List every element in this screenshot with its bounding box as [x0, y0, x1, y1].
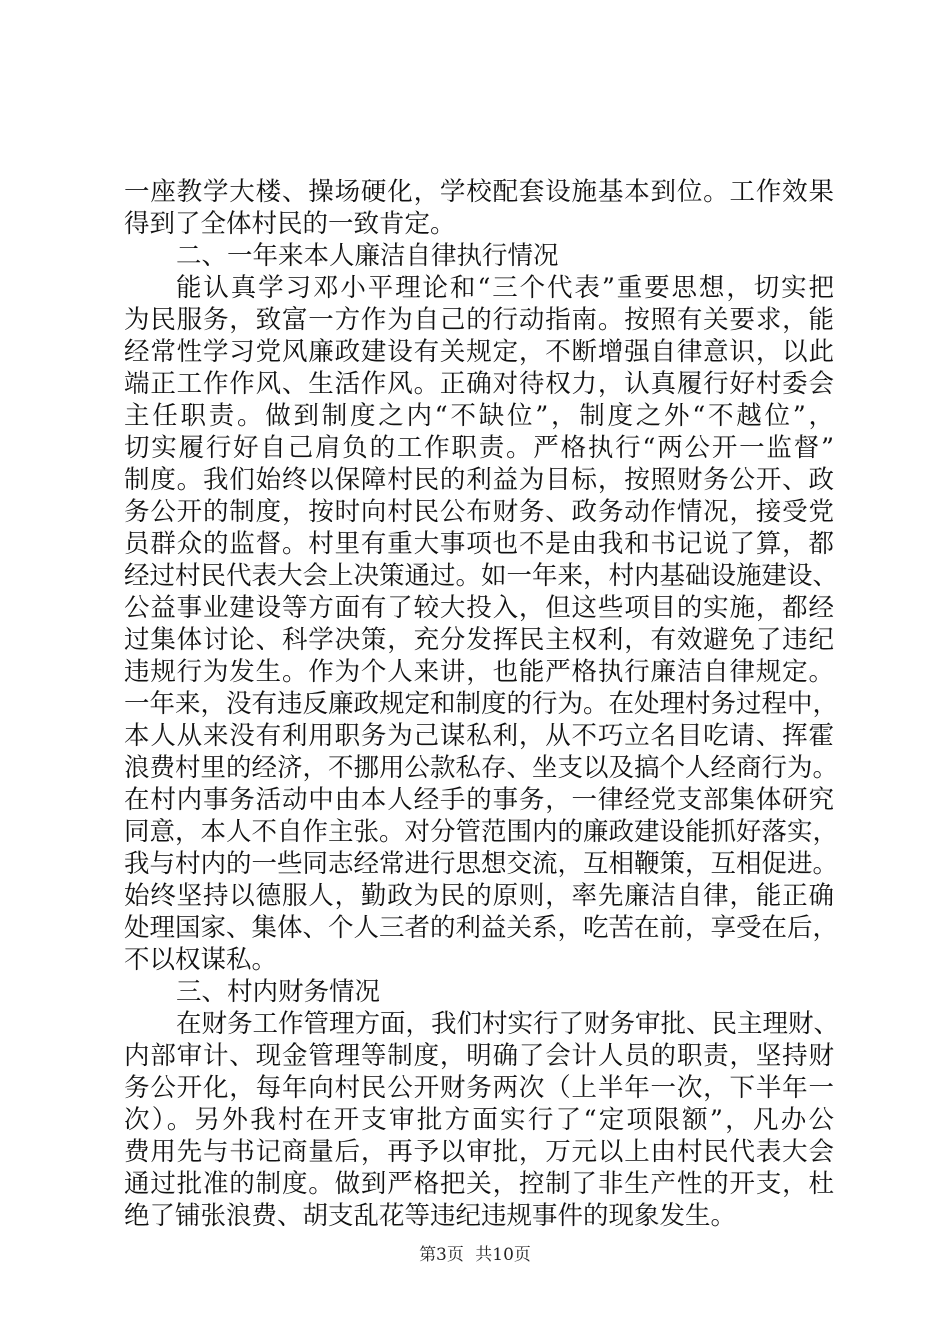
text-line: 本人从来没有利用职务为己谋私利，从不巧立名目吃请、挥霍 [124, 721, 834, 751]
text-line: 一座教学大楼、操场硬化，学校配套设施基本到位。工作效果 [124, 177, 834, 207]
text-line: 违规行为发生。作为个人来讲，也能严格执行廉洁自律规定。 [124, 657, 834, 687]
text-line: 员群众的监督。村里有重大事项也不是由我和书记说了算，都 [124, 529, 834, 559]
paragraph-first-line: 能认真学习邓小平理论和“三个代表”重要思想，切实把 [176, 273, 834, 303]
text-line: 内部审计、现金管理等制度，明确了会计人员的职责，坚持财 [124, 1041, 834, 1071]
text-line: 一年来，没有违反廉政规定和制度的行为。在处理村务过程中， [124, 689, 839, 719]
page-footer [0, 1244, 950, 1266]
text-line: 务公开的制度，按时向村民公布财务、政务动作情况，接受党 [124, 497, 834, 527]
text-line: 次）。另外我村在开支审批方面实行了“定项限额”，凡办公 [124, 1105, 834, 1135]
text-line: 不以权谋私。 [124, 945, 278, 975]
text-line: 主任职责。做到制度之内“不缺位”，制度之外“不越位”， [124, 401, 834, 431]
page-total: 共10页 [475, 1245, 531, 1265]
text-line: 务公开化，每年向村民公开财务两次（上半年一次，下半年一 [124, 1073, 834, 1103]
text-line: 经过村民代表大会上决策通过。如一年来，村内基础设施建设、 [124, 561, 839, 591]
text-line: 端正工作作风、生活作风。正确对待权力，认真履行好村委会 [124, 369, 834, 399]
section-heading: 三、村内财务情况 [176, 977, 381, 1007]
text-line: 过集体讨论、科学决策，充分发挥民主权利，有效避免了违纪 [124, 625, 834, 655]
text-line: 同意，本人不自作主张。对分管范围内的廉政建设能抓好落实， [124, 817, 839, 847]
text-line: 通过批准的制度。做到严格把关，控制了非生产性的开支，杜 [124, 1169, 834, 1199]
page-number: 第3页 [419, 1245, 464, 1265]
text-line: 得到了全体村民的一致肯定。 [124, 209, 456, 239]
text-line: 始终坚持以德服人，勤政为民的原则，率先廉洁自律，能正确 [124, 881, 834, 911]
text-line: 切实履行好自己肩负的工作职责。严格执行“两公开一监督” [124, 433, 834, 463]
text-line: 经常性学习党风廉政建设有关规定，不断增强自律意识，以此 [124, 337, 834, 367]
paragraph-first-line: 在财务工作管理方面，我们村实行了财务审批、民主理财、 [176, 1009, 840, 1039]
text-line: 费用先与书记商量后，再予以审批，万元以上由村民代表大会 [124, 1137, 834, 1167]
text-line: 处理国家、集体、个人三者的利益关系，吃苦在前，享受在后， [124, 913, 839, 943]
text-line: 绝了铺张浪费、胡支乱花等违纪违规事件的现象发生。 [124, 1201, 737, 1231]
section-heading: 二、一年来本人廉洁自律执行情况 [176, 241, 559, 271]
text-line: 为民服务，致富一方作为自己的行动指南。按照有关要求，能 [124, 305, 834, 335]
text-line: 浪费村里的经济，不挪用公款私存、坐支以及搞个人经商行为。 [124, 753, 839, 783]
text-line: 我与村内的一些同志经常进行思想交流，互相鞭策，互相促进。 [124, 849, 839, 879]
text-line: 公益事业建设等方面有了较大投入，但这些项目的实施，都经 [124, 593, 834, 623]
text-line: 在村内事务活动中由本人经手的事务，一律经党支部集体研究 [124, 785, 834, 815]
text-line: 制度。我们始终以保障村民的利益为目标，按照财务公开、政 [124, 465, 834, 495]
